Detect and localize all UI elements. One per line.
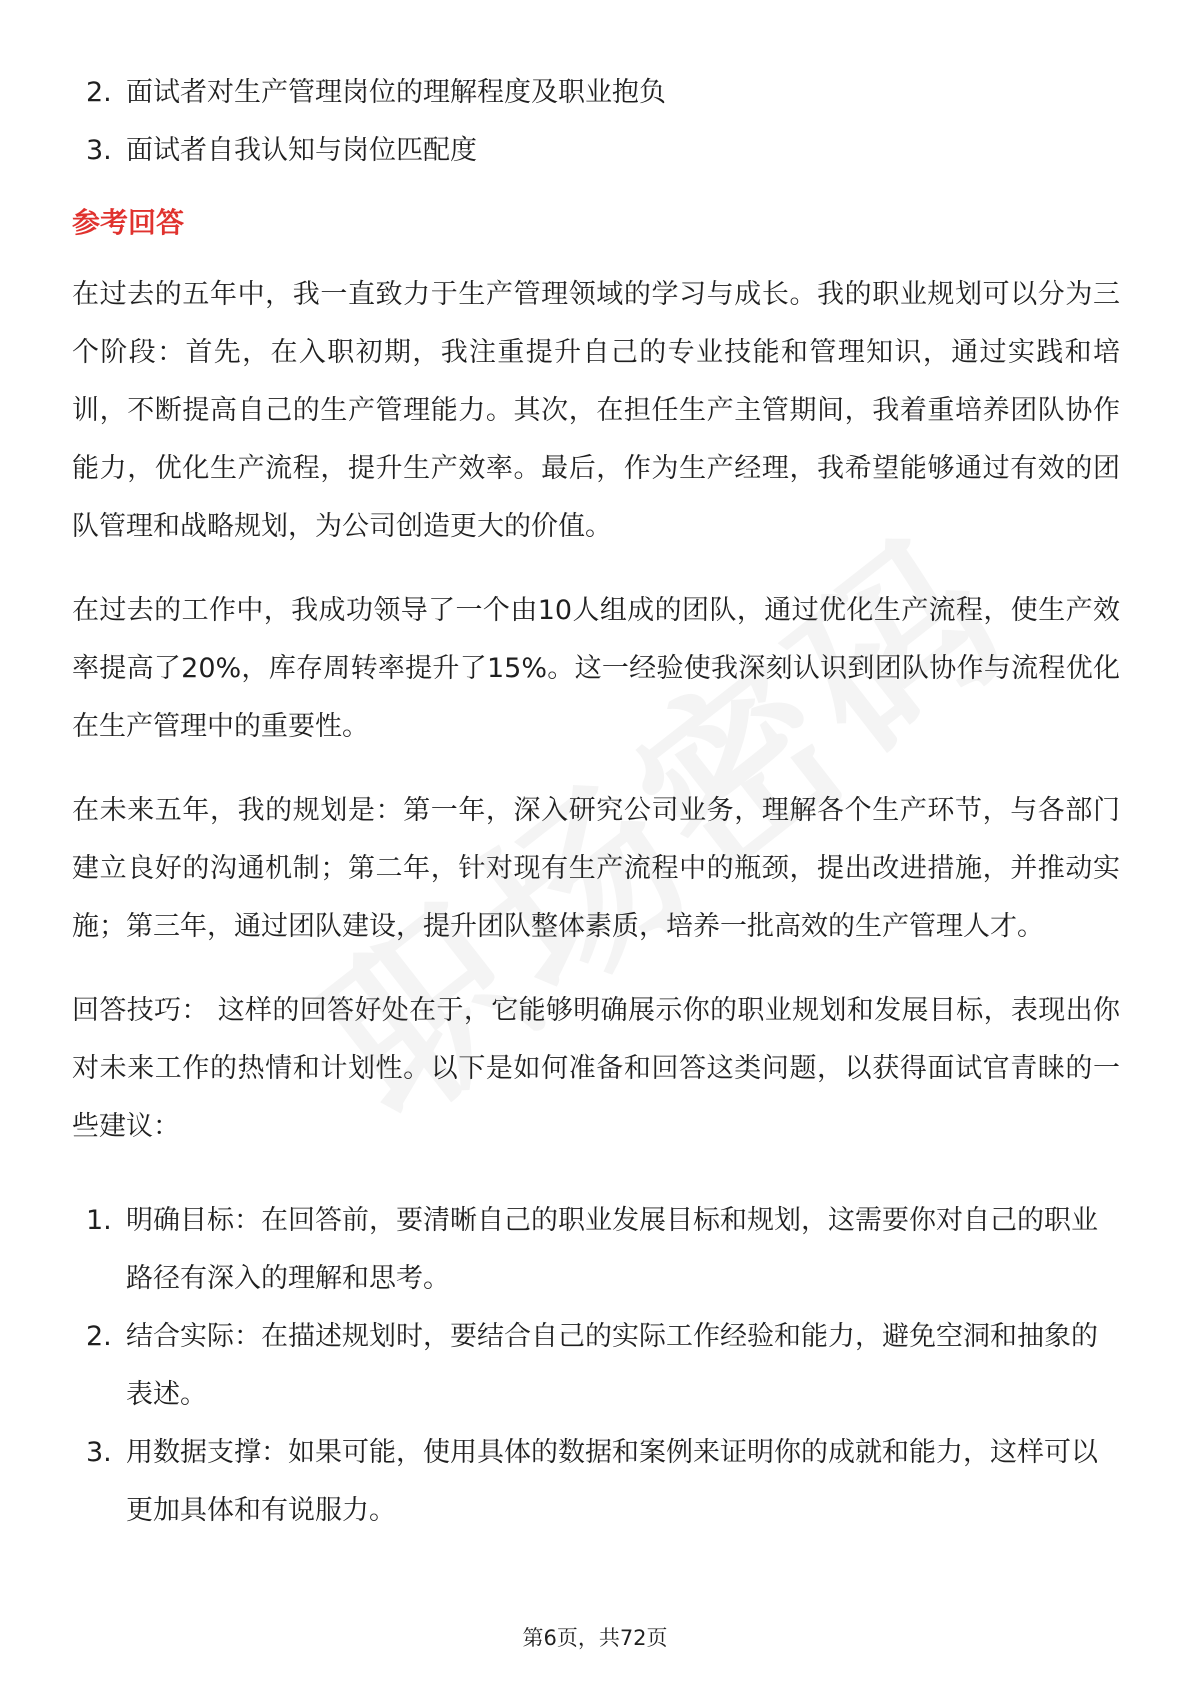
list-item	[72, 1308, 1120, 1424]
paragraph: 在过去的五年中，我一直致力于生产管理领域的学习与成长。我的职业规划可以分为三个阶段：首先，在入职初期，我注重提升自己的专业技能和管理知识，通过实践和培训，不断提高自己的生产管理能力。其次，在担任生产主管期间，我着重培养团队协作能力，优化生产流程，提升生产效率。最后，作为生产经理，我希望能够通过有效的团队管理和战略规划，为公司创造更大的价值。	[72, 279, 1120, 542]
list-item	[72, 122, 1120, 180]
list-item	[72, 64, 1120, 122]
list-number: 3.	[86, 135, 112, 166]
document-page	[72, 64, 1120, 1540]
list-text: 面试者自我认知与岗位匹配度	[126, 135, 477, 166]
paragraph: 在过去的工作中，我成功领导了一个由10人组成的团队，通过优化生产流程，使生产效率提高了20%，库存周转率提升了15%。这一经验使我深刻认识到团队协作与流程优化在生产管理中的重要性。	[72, 595, 1120, 742]
criteria-list	[72, 64, 1120, 180]
list-item	[72, 1192, 1120, 1308]
tips-intro-paragraph: 回答技巧： 这样的回答好处在于，它能够明确展示你的职业规划和发展目标，表现出你对未来工作的热情和计划性。以下是如何准备和回答这类问题，以获得面试官青睐的一些建议：	[72, 995, 1120, 1142]
list-text: 明确目标：在回答前，要清晰自己的职业发展目标和规划，这需要你对自己的职业路径有深入的理解和思考。	[126, 1205, 1098, 1294]
list-text: 结合实际：在描述规划时，要结合自己的实际工作经验和能力，避免空洞和抽象的表述。	[126, 1321, 1098, 1410]
list-text: 面试者对生产管理岗位的理解程度及职业抱负	[126, 77, 666, 108]
tips-list	[72, 1192, 1120, 1540]
list-number: 2.	[86, 1321, 112, 1352]
list-number: 3.	[86, 1437, 112, 1468]
list-item	[72, 1424, 1120, 1540]
section-heading: 参考回答	[72, 206, 185, 239]
page-footer: 第6页，共72页	[522, 1626, 668, 1650]
list-text: 用数据支撑：如果可能，使用具体的数据和案例来证明你的成就和能力，这样可以更加具体和有说服力。	[126, 1437, 1098, 1526]
list-number: 2.	[86, 77, 112, 108]
paragraph: 在未来五年，我的规划是：第一年，深入研究公司业务，理解各个生产环节，与各部门建立良好的沟通机制；第二年，针对现有生产流程中的瓶颈，提出改进措施，并推动实施；第三年，通过团队建设，提升团队整体素质，培养一批高效的生产管理人才。	[72, 795, 1120, 942]
list-number: 1.	[86, 1205, 112, 1236]
